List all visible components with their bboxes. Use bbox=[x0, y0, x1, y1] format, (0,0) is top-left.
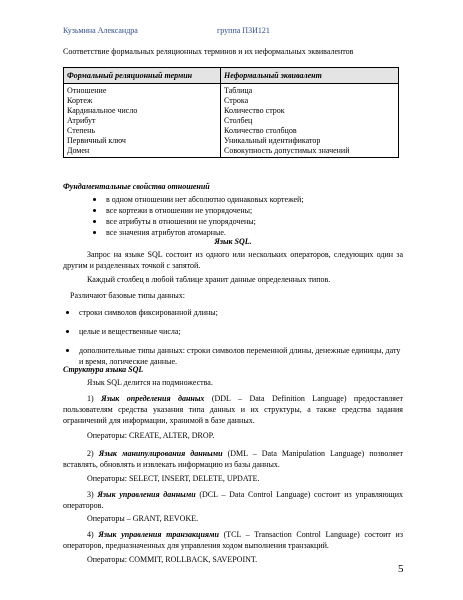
table-cell: Домен bbox=[64, 146, 221, 158]
structure-item-ddl bbox=[63, 393, 403, 426]
author-name: Кузьмина Александра bbox=[63, 26, 138, 35]
table-cell: Степень bbox=[64, 126, 221, 136]
table-row bbox=[64, 146, 399, 158]
item-term: Язык управления транзакциями bbox=[98, 530, 219, 539]
list-item: целые и вещественные числа; bbox=[63, 326, 403, 337]
fundamental-title: Фундаментальные свойства отношений bbox=[63, 182, 210, 191]
table-row bbox=[64, 96, 399, 106]
item-text: (DML – Data Manipulation Language) позволяет вставлять, обновлять и извлекать информацию из базы данных. bbox=[63, 449, 404, 469]
list-item: все кортежи в отношении не упорядочены; bbox=[90, 205, 400, 216]
fundamental-list bbox=[90, 194, 400, 238]
table-intro: Соответствие формальных реляционных терминов и их неформальных эквивалентов bbox=[63, 47, 354, 56]
structure-item-dml bbox=[63, 448, 403, 470]
item-term: Язык определения данных bbox=[101, 394, 205, 403]
item-number: 2) bbox=[87, 449, 94, 458]
table-row bbox=[64, 116, 399, 126]
table-cell: Строка bbox=[221, 96, 399, 106]
sql-paragraph-query: Запрос на языке SQL состоит из одного или нескольких операторов, следующих один за другим и разделенных точкой с запятой. bbox=[63, 250, 403, 270]
table-header-informal: Неформальный эквивалент bbox=[221, 68, 399, 84]
group-name: группа ПЗИ121 bbox=[217, 26, 270, 35]
list-item: в одном отношении нет абсолютно одинаковых кортежей; bbox=[90, 194, 400, 205]
structure-title: Структура языка SQL bbox=[63, 365, 144, 374]
sql-title: Язык SQL. bbox=[214, 237, 252, 246]
item-text: (DCL – Data Control Language) состоит из управляющих операторов. bbox=[63, 490, 404, 510]
list-item: все значения атрибутов атомарные. bbox=[90, 227, 400, 238]
structure-ops-tcl: Операторы: COMMIT, ROLLBACK, SAVEPOINT. bbox=[87, 555, 258, 564]
list-item: дополнительные типы данных: строки символов переменной длины, денежные единицы, дату и время, логические данные. bbox=[63, 345, 403, 367]
structure-intro: Язык SQL делится на подмножества. bbox=[87, 378, 213, 387]
sql-paragraph-columns: Каждый столбец в любой таблице хранит данные определенных типов. bbox=[87, 275, 331, 284]
table-header-row bbox=[64, 68, 399, 84]
item-term: Язык управления данными bbox=[97, 490, 196, 499]
table-cell: Совокупность допустимых значений bbox=[221, 146, 399, 158]
page-number: 5 bbox=[398, 563, 404, 575]
terms-table bbox=[63, 67, 399, 158]
list-item: все атрибуты в отношении не упорядочены; bbox=[90, 216, 400, 227]
list-item: строки символов фиксированной длины; bbox=[63, 307, 403, 318]
structure-item-dcl bbox=[63, 489, 403, 511]
structure-ops-dcl: Операторы – GRANT, REVOKE. bbox=[87, 514, 199, 523]
item-number: 3) bbox=[87, 490, 94, 499]
item-text: (DDL – Data Definition Language) предоставляет пользователям средства указания типа данных и их структуры, а также средства задания ограничений для информации, хранимой в базе данных. bbox=[63, 394, 404, 425]
item-text: (TCL – Transaction Control Language) состоит из операторов, предназначенных для управления ходом выполнения транзакций. bbox=[63, 530, 403, 550]
table-row bbox=[64, 136, 399, 146]
table-cell: Количество столбцов bbox=[221, 126, 399, 136]
structure-item-tcl bbox=[63, 529, 403, 551]
table-cell: Таблица bbox=[221, 84, 399, 97]
table-row bbox=[64, 126, 399, 136]
table-row bbox=[64, 106, 399, 116]
table-cell: Столбец bbox=[221, 116, 399, 126]
table-cell: Кардинальное число bbox=[64, 106, 221, 116]
table-row bbox=[64, 84, 399, 97]
structure-ops-ddl: Операторы: CREATE, ALTER, DROP. bbox=[87, 431, 215, 440]
table-cell: Атрибут bbox=[64, 116, 221, 126]
table-cell: Кортеж bbox=[64, 96, 221, 106]
sql-paragraph-types: Различают базовые типы данных: bbox=[70, 291, 186, 300]
data-types-list bbox=[63, 307, 403, 368]
table-cell: Отношение bbox=[64, 84, 221, 97]
item-number: 1) bbox=[87, 394, 94, 403]
table-header-formal: Формальный реляционный термин bbox=[64, 68, 221, 84]
table-cell: Уникальный идентификатор bbox=[221, 136, 399, 146]
item-number: 4) bbox=[87, 530, 94, 539]
table-cell: Первичный ключ bbox=[64, 136, 221, 146]
structure-ops-dml: Операторы: SELECT, INSERT, DELETE, UPDATE. bbox=[87, 474, 260, 483]
item-term: Язык манипулирования данными bbox=[98, 449, 223, 458]
table-cell: Количество строк bbox=[221, 106, 399, 116]
